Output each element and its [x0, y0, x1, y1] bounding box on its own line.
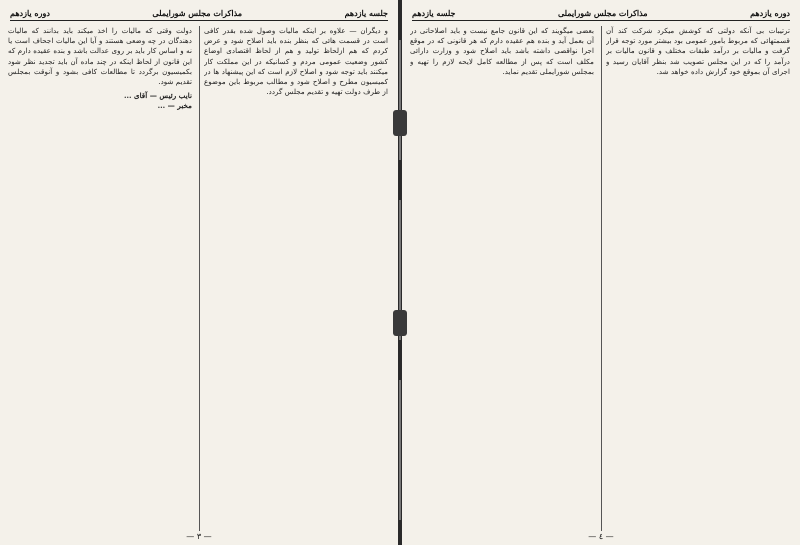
binding-thread: [399, 380, 401, 520]
binding-clip: [393, 310, 407, 336]
signature-line: نایب رئیس — آقای ...: [123, 91, 192, 101]
signature-line: مخبر — ...: [157, 101, 192, 111]
right-column-divider: [601, 26, 602, 531]
right-column-right-text: ترتیبات بی آنکه دولتی که کوشش میکرد شرکت کند آن قسمتهائی که مربوط بامور عمومی بود بیشتر مورد توجه قرار گرفت و مالیات بر درآمد طبقات مختلف و قانون مالیات بر درآمد را که در این مجلس تصویب شد بنظر آقایان رسید و اجرای آن بموقع خود گزارش داده خواهد شد.: [606, 26, 790, 76]
left-page: [0, 0, 398, 545]
left-header-center: مذاکرات مجلس شورایملی: [152, 8, 243, 18]
left-column-divider: [199, 26, 200, 531]
right-page-column-right: [606, 26, 790, 531]
left-page-column-left: [8, 26, 192, 531]
right-header-right: دوره یازدهم: [750, 8, 790, 18]
right-column-left-text: بعضی میگویند که این قانون جامع نیست و باید اصلاحاتی در آن بعمل آید و بنده هم عقیده دارم که هر قانونی که در موقع اجرا نواقصی داشته باشد باید اصلاح شود و وزارت دارائی مکلف است که پس از مطالعه کامل لایحه لازم را تهیه و بمجلس شورایملی تقدیم نماید.: [410, 26, 594, 76]
left-header-right: جلسه یازدهم: [344, 8, 388, 18]
left-page-header: [10, 6, 388, 21]
right-page: [402, 0, 800, 545]
right-page-column-left: [410, 26, 594, 531]
signature-block: [8, 91, 192, 111]
left-column-right-text: و دیگران — علاوه بر اینکه مالیات وصول شده بقدر کافی است در قسمت هائی که بنظر بنده باید اصلاح شود و عرض کردم که هم ازلحاظ تولید و هم از لحاظ اقتصادی اوضاع کشور وضعیت عمومی مردم و کسانیکه در این مملکت کار میکنند باید توجه شود و اصلاح لازم است که این پیشنهاد ها در کمیسیون مطرح و اصلاح شود و مطالب مربوط باین موضوع از طرف دولت تهیه و تقدیم مجلس گردد.: [204, 26, 388, 97]
left-column-left-text: دولت وقتی که مالیات را اخذ میکند باید بدانند که مالیات دهندگان در چه وضعی هستند و آیا این مالیات اجحاف است یا نه و اساس کار باید بر روی عدالت باشد و بنده عقیده دارم که این قانون از لحاظ اینکه در چند ماده آن باید تجدید نظر شود بکمیسیون برگردد تا مطالعات کافی بشود و آنوقت بمجلس تقدیم شود.: [8, 26, 192, 87]
right-page-number: — ٤ —: [588, 532, 614, 541]
right-header-left: جلسه یازدهم: [412, 8, 456, 18]
left-page-column-right: [204, 26, 388, 531]
left-page-number: — ٣ —: [186, 532, 212, 541]
right-page-header: [412, 6, 790, 21]
binding-thread: [399, 40, 401, 160]
right-header-center: مذاکرات مجلس شورایملی: [557, 8, 648, 18]
left-header-left: دوره یازدهم: [10, 8, 50, 18]
binding-clip: [393, 110, 407, 136]
